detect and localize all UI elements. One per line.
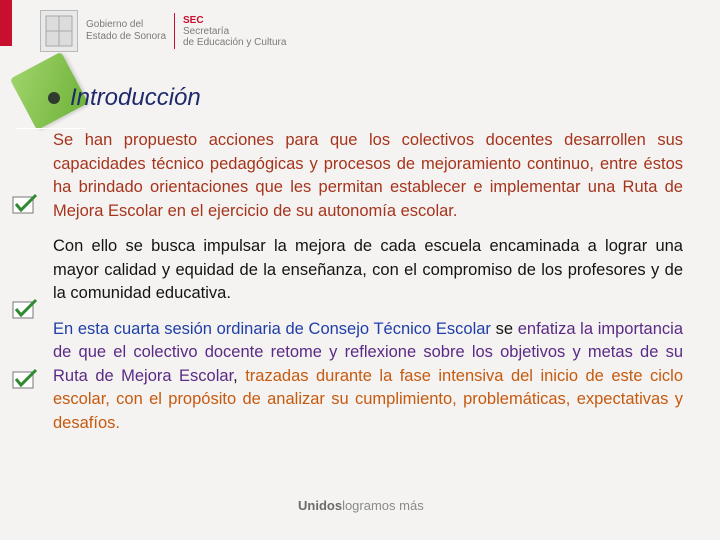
paragraph-3-part-b: se — [490, 319, 518, 338]
check-icon — [12, 193, 38, 215]
paragraph-1: Se han propuesto acciones para que los colectivos docentes desarrollen sus capacidades técnico pedagógicas y procesos de mejoramiento continuo, entre éstos ha brindado orientaciones que les permitan establecer e implementar una Ruta de Mejora Escolar en el ejercicio de su autonomía escolar. — [53, 131, 683, 220]
government-label — [86, 19, 170, 43]
footer-bold: Unidos — [298, 498, 343, 513]
bullet-icon — [48, 92, 60, 104]
sec-line-1: Secretaría — [183, 25, 230, 37]
page-title-text: Introducción — [70, 84, 201, 111]
sec-line-2: de Educación y Cultura — [183, 36, 287, 48]
red-accent-bar — [0, 0, 12, 46]
paragraph-3-part-a: En esta cuarta sesión ordinaria de Consejo Técnico Escolar — [53, 319, 491, 338]
shield-icon — [40, 10, 78, 52]
check-icon — [12, 368, 38, 390]
paragraph-3-part-c: enfatiza la importancia de que el colectivo docente retome y reflexione sobre los objetivos y metas de su Ruta de Mejora Escolar — [53, 319, 683, 385]
header — [40, 8, 286, 54]
page-title — [48, 84, 201, 112]
paragraph-3-part-e: trazadas durante la fase intensiva del inicio de este ciclo escolar, con el propósito de analizar su cumplimiento, problemáticas, expectativas y desafíos. — [53, 366, 683, 432]
footer-rest: logramos más — [342, 498, 424, 513]
title-area — [6, 58, 266, 138]
gov-line-1: Gobierno del — [86, 19, 144, 30]
footer-slogan — [298, 498, 424, 513]
check-icon — [12, 298, 38, 320]
paragraph-3-part-d: , — [233, 366, 246, 385]
paragraph-3 — [53, 318, 683, 436]
content — [53, 129, 683, 447]
paragraph-2: Con ello se busca impulsar la mejora de cada escuela encaminada a lograr una mayor calidad y equidad de la enseñanza, con el compromiso de los profesores y de la comunidad educativa. — [53, 237, 683, 302]
header-divider — [174, 13, 175, 49]
sec-acronym: SEC — [183, 14, 204, 26]
sec-label — [183, 15, 286, 48]
gov-line-2: Estado de Sonora — [86, 31, 167, 42]
